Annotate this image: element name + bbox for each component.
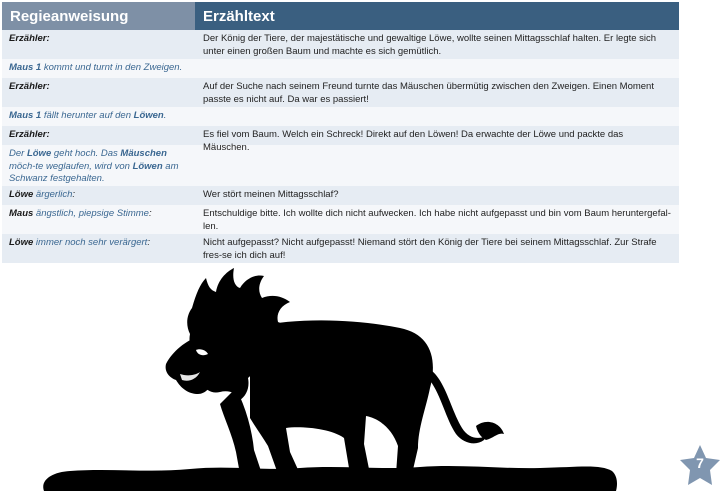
direction-fragment: Löwen	[133, 110, 164, 121]
cell-erzaehltext: Es fiel vom Baum. Welch ein Schreck! Direkt auf den Löwen! Da erwachte der Löwe und packte das Mäuschen.	[203, 129, 624, 153]
table-row	[2, 234, 679, 263]
direction-fragment: geht hoch. Das	[51, 148, 121, 159]
direction-fragment: möch-te weglaufen, wird von	[9, 160, 133, 172]
cell-regieanweisung	[2, 186, 195, 205]
table-row	[2, 186, 679, 205]
direction-fragment: Löwe	[9, 237, 34, 248]
page-number-badge	[677, 443, 720, 489]
direction-fragment: Der	[9, 148, 27, 159]
cell-regieanweisung	[2, 107, 195, 126]
cell-regieanweisung	[2, 59, 195, 78]
direction-fragment: immer noch sehr verärgert	[33, 237, 148, 248]
page-number: 7	[696, 455, 704, 471]
direction-fragment: :	[72, 189, 75, 200]
cell-regieanweisung	[2, 30, 195, 59]
table-row	[2, 59, 679, 78]
cell-erzaehltext	[195, 59, 679, 78]
direction-fragment: Maus 1	[9, 62, 42, 73]
direction-fragment: Löwe	[9, 189, 34, 200]
cell-regieanweisung	[2, 205, 195, 234]
header-regieanweisung: Regieanweisung	[2, 2, 195, 30]
direction-fragment: :	[148, 208, 152, 219]
table-row	[2, 126, 679, 153]
cell-erzaehltext	[195, 145, 679, 186]
direction-fragment: Löwen	[132, 160, 163, 172]
cell-regieanweisung	[2, 126, 195, 145]
cell-regieanweisung	[2, 78, 195, 107]
direction-fragment: Mäuschen	[120, 148, 167, 159]
direction-fragment: ärgerlich	[33, 189, 73, 200]
direction-fragment: ängstlich, piepsige Stimme	[33, 208, 149, 219]
direction-fragment: Löwe	[26, 148, 52, 159]
cell-erzaehltext: Wer stört meinen Mittagsschlaf?	[203, 189, 339, 200]
cell-erzaehltext: Nicht aufgepasst? Nicht aufgepasst! Niemand stört den König der Tiere bei seinem Mittagsschlaf. Zur Strafe fres-se ich dich auf!	[203, 237, 657, 261]
cell-erzaehltext: Der König der Tiere, der majestätische und gewaltige Löwe, wollte seinen Mittagsschlaf halten. Er legte sich unter einen großen Baum und machte es sich gemütlich.	[203, 33, 657, 57]
cell-regieanweisung	[2, 145, 195, 186]
direction-fragment: am Schwanz festgehalten.	[9, 160, 179, 184]
direction-fragment: Maus 1	[9, 110, 42, 121]
direction-fragment: :	[147, 237, 150, 248]
cell-regieanweisung	[2, 234, 195, 263]
table-row	[2, 107, 679, 126]
table-row	[2, 30, 679, 59]
direction-fragment: Erzähler:	[9, 33, 50, 44]
header-erzaehltext: Erzähltext	[195, 2, 679, 30]
direction-fragment: Erzähler:	[9, 81, 50, 92]
cell-erzaehltext: Entschuldige bitte. Ich wollte dich nicht aufwecken. Ich habe nicht aufgepasst und bin vom Baum heruntergefal-len.	[203, 208, 671, 232]
direction-fragment: .	[163, 110, 167, 121]
table-body	[2, 30, 679, 263]
cell-erzaehltext: Auf der Suche nach seinem Freund turnte das Mäuschen übermütig zwischen den Zweigen. Einen Moment passte es nicht auf. Da war es passiert!	[203, 81, 654, 105]
table-header	[2, 2, 679, 30]
table-row	[2, 205, 679, 234]
table-row	[2, 78, 679, 107]
direction-fragment: Maus	[9, 208, 34, 219]
script-table	[2, 2, 679, 263]
direction-fragment: fällt herunter auf den	[41, 110, 134, 121]
cell-erzaehltext	[195, 107, 679, 126]
table-row	[2, 145, 679, 186]
lion-silhouette-icon	[0, 268, 720, 491]
direction-fragment: Erzähler:	[9, 129, 50, 140]
direction-fragment: kommt und turnt in den Zweigen.	[41, 62, 183, 73]
